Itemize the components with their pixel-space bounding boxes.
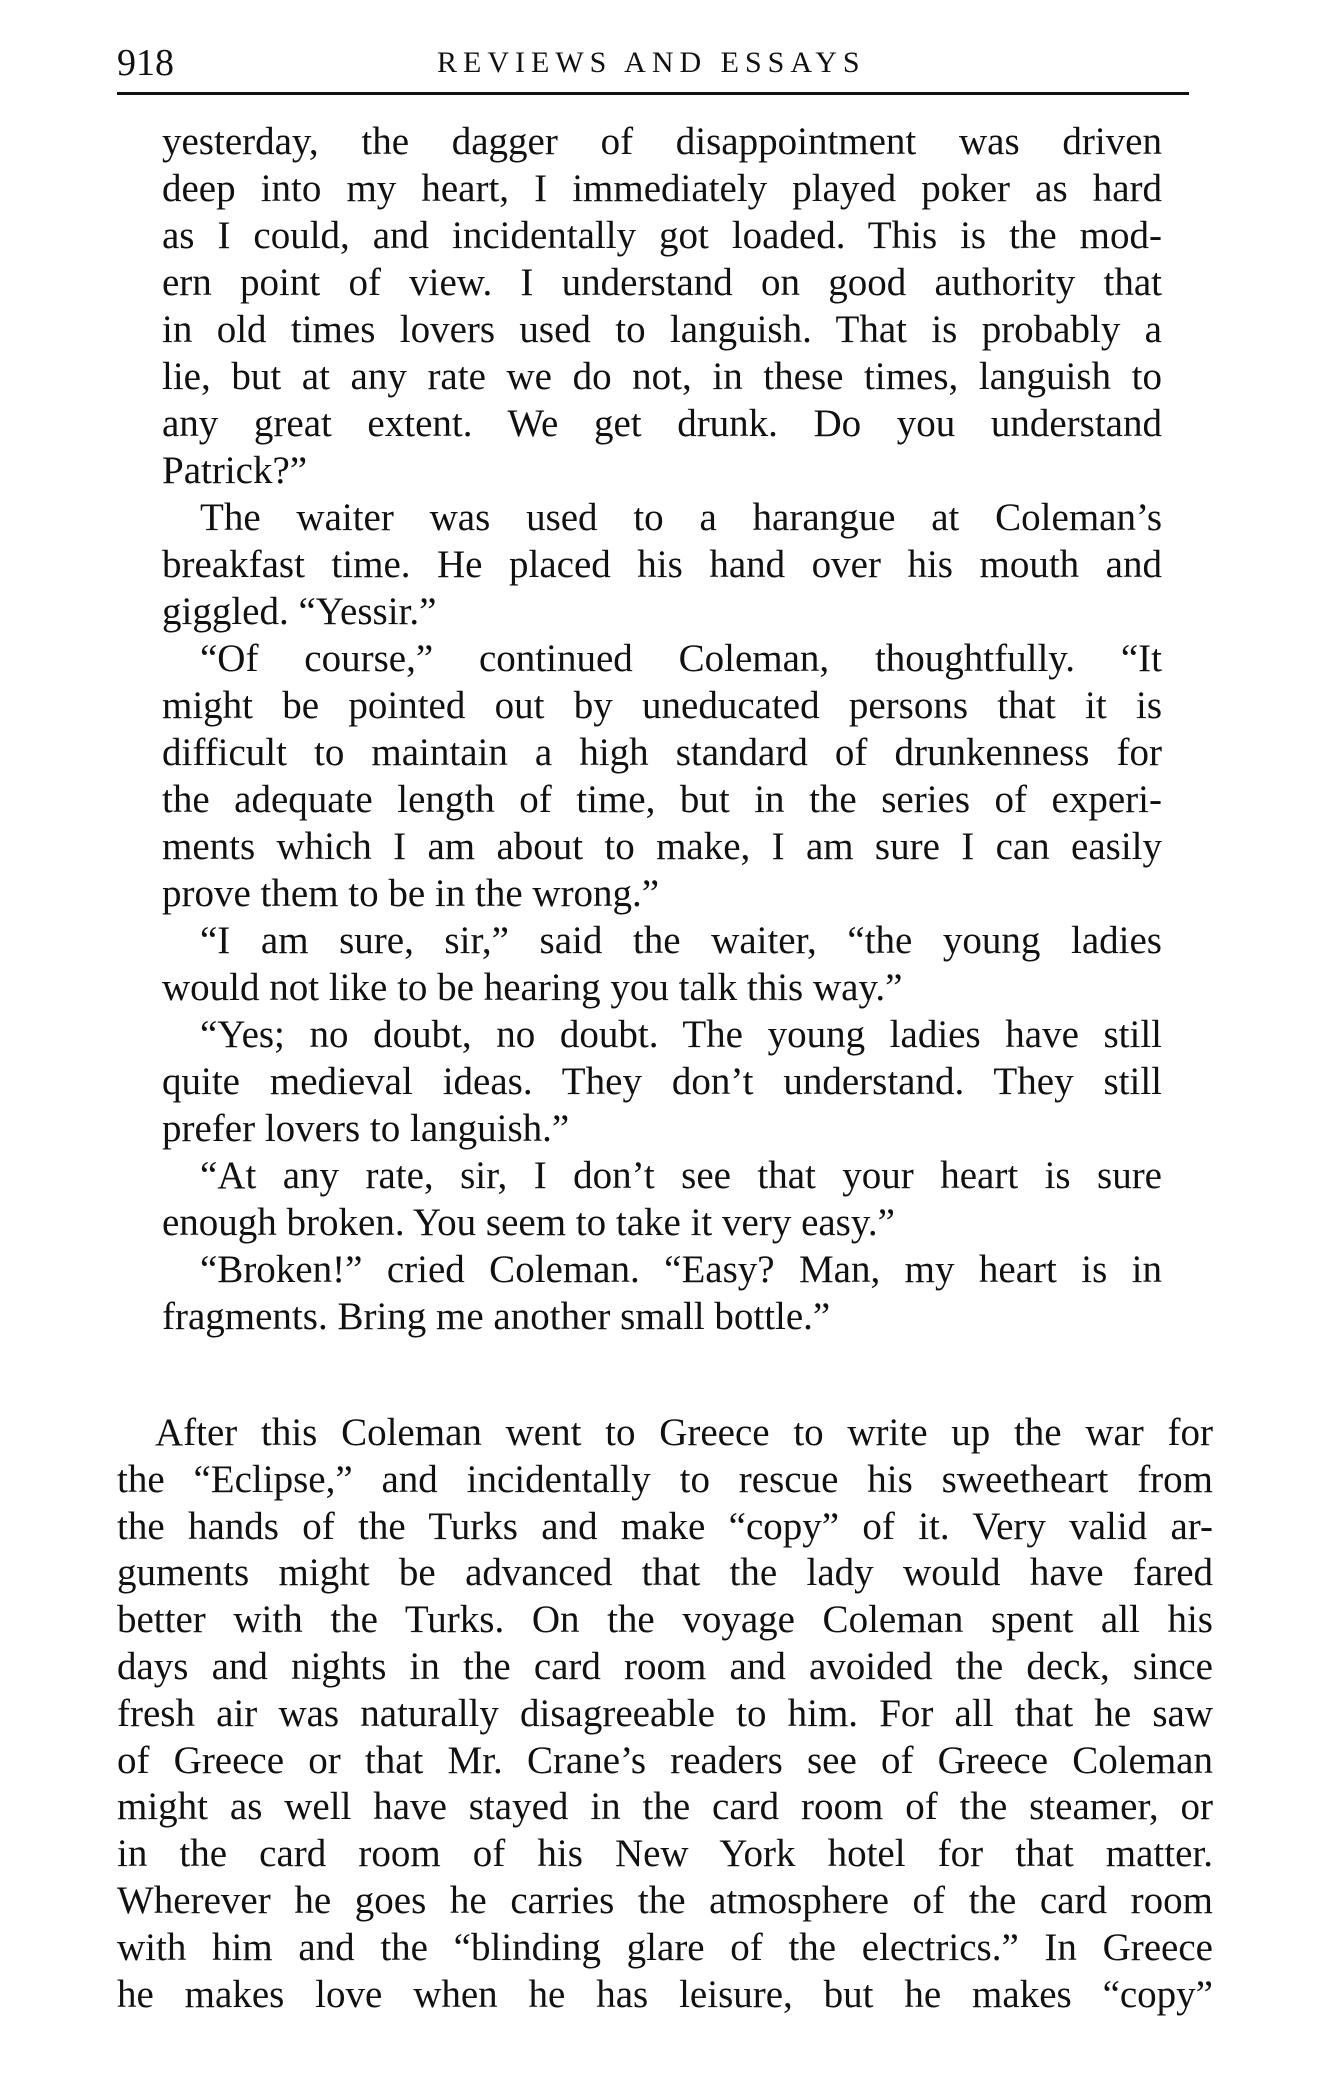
text-line: “Yes; no doubt, no doubt. The young ladies have still: [200, 1013, 1162, 1056]
text-line: The waiter was used to a harangue at Coleman’s: [200, 496, 1162, 539]
text-line: in old times lovers used to languish. That is probably a: [162, 308, 1162, 351]
text-line: difficult to maintain a high standard of drunkenness for: [162, 731, 1162, 774]
body-paragraph: [117, 1410, 1213, 2018]
text-line: prove them to be in the wrong.”: [162, 872, 660, 915]
text-line: yesterday, the dagger of disappointment was driven: [162, 120, 1162, 163]
text-line: giggled. “Yessir.”: [162, 590, 437, 633]
text-line: “I am sure, sir,” said the waiter, “the young ladies: [200, 919, 1162, 962]
text-line: “At any rate, sir, I don’t see that your heart is sure: [200, 1154, 1162, 1197]
text-line: guments might be advanced that the lady would have fared: [117, 1551, 1213, 1595]
text-line: the hands of the Turks and make “copy” of it. Very valid ar-: [117, 1504, 1213, 1548]
text-line: as I could, and incidentally got loaded. This is the mod-: [162, 214, 1162, 257]
text-line: with him and the “blinding glare of the electrics.” In Greece: [117, 1925, 1213, 1969]
text-line: prefer lovers to languish.”: [162, 1107, 570, 1150]
text-line: he makes love when he has leisure, but he makes “copy”: [117, 1972, 1213, 2016]
text-line: quite medieval ideas. They don’t understand. They still: [162, 1060, 1162, 1103]
text-line: Wherever he goes he carries the atmosphere of the card room: [117, 1878, 1213, 1922]
text-line: any great extent. We get drunk. Do you understand: [162, 402, 1162, 445]
text-line: days and nights in the card room and avoided the deck, since: [117, 1644, 1213, 1688]
quoted-passage: [162, 118, 1162, 1340]
text-line: fragments. Bring me another small bottle.”: [162, 1295, 831, 1338]
text-line: breakfast time. He placed his hand over his mouth and: [162, 543, 1162, 586]
text-line: fresh air was naturally disagreeable to him. For all that he saw: [117, 1691, 1213, 1735]
text-line: “Broken!” cried Coleman. “Easy? Man, my heart is in: [200, 1248, 1162, 1291]
text-line: might as well have stayed in the card room of the steamer, or: [117, 1785, 1213, 1829]
page-number: 918: [117, 42, 174, 84]
text-line: enough broken. You seem to take it very easy.”: [162, 1201, 895, 1244]
text-line: ments which I am about to make, I am sure I can easily: [162, 825, 1162, 868]
header-rule: [117, 92, 1189, 95]
text-line: better with the Turks. On the voyage Coleman spent all his: [117, 1598, 1213, 1642]
running-head: REVIEWS AND ESSAYS: [437, 46, 866, 79]
text-line: the adequate length of time, but in the series of experi-: [162, 778, 1162, 821]
text-line: Patrick?”: [162, 449, 308, 492]
text-line: ern point of view. I understand on good authority that: [162, 261, 1162, 304]
text-line: After this Coleman went to Greece to write up the war for: [155, 1411, 1213, 1454]
text-line: might be pointed out by uneducated persons that it is: [162, 684, 1162, 727]
text-line: the “Eclipse,” and incidentally to rescue his sweetheart from: [117, 1457, 1213, 1501]
page-header: [117, 38, 1187, 88]
text-line: of Greece or that Mr. Crane’s readers see of Greece Coleman: [117, 1738, 1213, 1782]
text-line: in the card room of his New York hotel for that matter.: [117, 1832, 1213, 1876]
text-line: “Of course,” continued Coleman, thoughtfully. “It: [200, 637, 1162, 680]
text-line: lie, but at any rate we do not, in these times, languish to: [162, 355, 1162, 398]
text-line: would not like to be hearing you talk this way.”: [162, 966, 903, 1009]
text-line: deep into my heart, I immediately played poker as hard: [162, 167, 1162, 210]
